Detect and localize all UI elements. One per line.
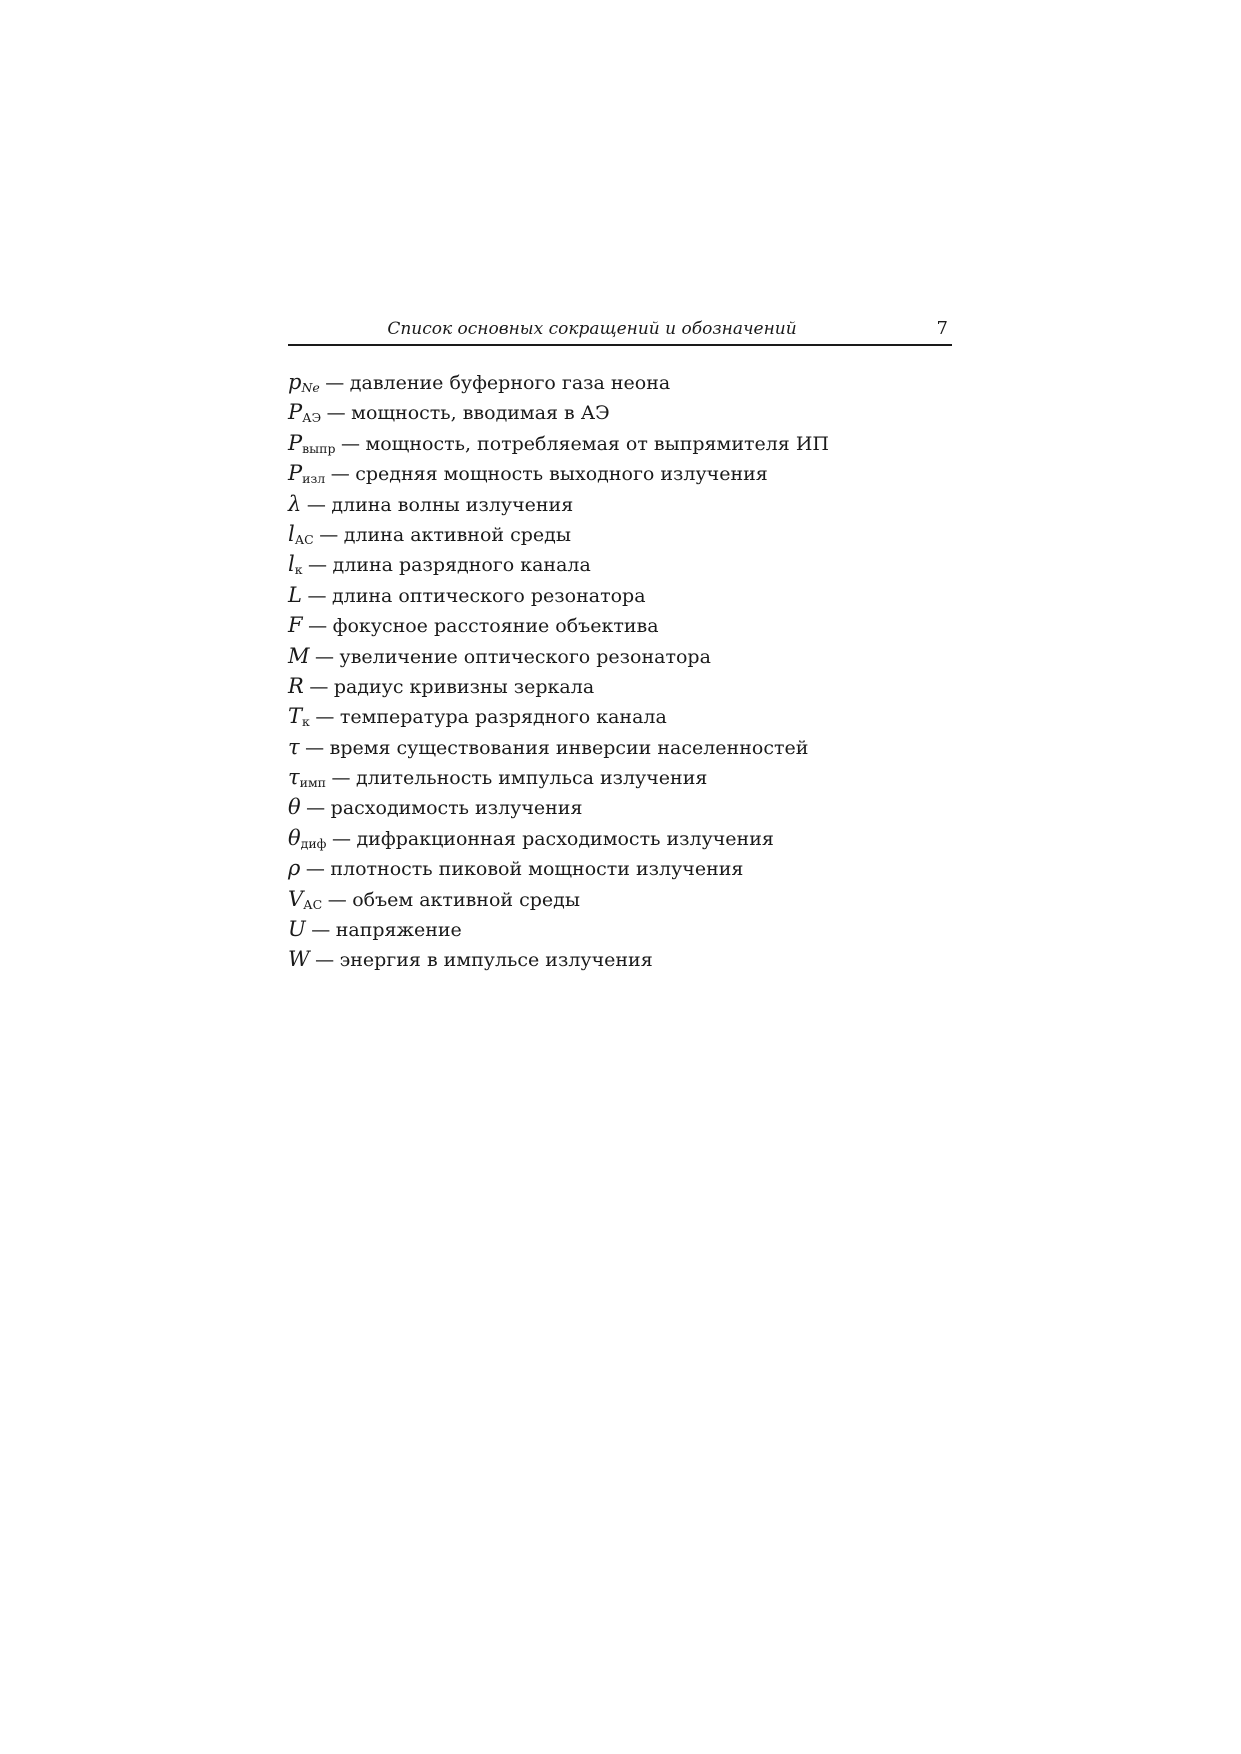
- entry-subscript: изл: [302, 471, 326, 487]
- entry-subscript: АС: [294, 531, 314, 547]
- list-item: [288, 641, 952, 671]
- em-dash: —: [307, 584, 327, 607]
- entry-symbol: W: [288, 947, 310, 972]
- list-item: [288, 580, 952, 610]
- entry-description: длина волны излучения: [331, 493, 574, 516]
- entry-description: радиус кривизны зеркала: [333, 675, 595, 698]
- list-item: [288, 549, 952, 579]
- entry-subscript: АС: [303, 896, 323, 912]
- entry-description: увеличение оптического резонатора: [339, 645, 711, 668]
- entry-description: время существования инверсии населенностей: [329, 736, 809, 759]
- entry-description: расходимость излучения: [330, 797, 583, 820]
- list-item: [288, 671, 952, 701]
- em-dash: —: [340, 432, 360, 455]
- list-item: [288, 762, 952, 792]
- list-item: [288, 823, 952, 853]
- list-item: [288, 428, 952, 458]
- list-item: [288, 397, 952, 427]
- entry-symbol: θ: [288, 825, 301, 850]
- list-item: [288, 367, 952, 397]
- entry-symbol: ρ: [288, 856, 301, 881]
- em-dash: —: [325, 372, 345, 394]
- em-dash: —: [305, 736, 325, 759]
- entry-symbol: U: [288, 917, 306, 942]
- em-dash: —: [306, 493, 326, 516]
- entry-subscript: Ne: [301, 380, 320, 395]
- entry-symbol: l: [288, 521, 295, 546]
- entry-symbol: R: [288, 673, 304, 698]
- em-dash: —: [331, 827, 351, 850]
- entry-description: длительность импульса излучения: [356, 767, 708, 790]
- list-item: [288, 944, 952, 974]
- entry-description: энергия в импульсе излучения: [339, 949, 653, 972]
- em-dash: —: [315, 706, 335, 729]
- entry-symbol: τ: [288, 765, 300, 790]
- entry-symbol: L: [288, 582, 302, 607]
- running-head: [288, 318, 952, 346]
- entry-description: мощность, вводимая в АЭ: [351, 402, 610, 425]
- entry-description: напряжение: [335, 919, 462, 942]
- running-title: Список основных сокращений и обозначений: [387, 319, 797, 339]
- entry-description: длина активной среды: [343, 523, 571, 546]
- entry-symbol: T: [288, 704, 303, 729]
- entry-symbol: P: [288, 461, 303, 486]
- em-dash: —: [309, 675, 329, 698]
- entry-description: длина оптического резонатора: [331, 584, 646, 607]
- entry-description: длина разрядного канала: [332, 554, 591, 577]
- entry-description: объем активной среды: [352, 888, 580, 911]
- entry-description: дифракционная расходимость излучения: [356, 827, 774, 850]
- list-item: [288, 519, 952, 549]
- list-item: [288, 458, 952, 488]
- list-item: [288, 732, 952, 762]
- entry-subscript: к: [294, 562, 303, 578]
- list-item: [288, 489, 952, 519]
- list-item: [288, 914, 952, 944]
- entry-subscript: АЭ: [302, 410, 322, 426]
- entry-symbol: M: [288, 643, 310, 668]
- list-item: [288, 884, 952, 914]
- entry-description: давление буферного газа неона: [349, 372, 671, 394]
- entry-subscript: к: [302, 714, 310, 730]
- em-dash: —: [308, 615, 328, 638]
- entry-description: температура разрядного канала: [339, 706, 667, 729]
- em-dash: —: [311, 919, 331, 942]
- entry-subscript: выпр: [302, 440, 336, 456]
- list-item: [288, 853, 952, 883]
- entry-description: фокусное расстояние объектива: [332, 615, 659, 638]
- page-number: 7: [936, 318, 948, 339]
- entry-symbol: p: [288, 370, 302, 394]
- entry-description: плотность пиковой мощности излучения: [330, 858, 744, 881]
- entry-symbol: P: [288, 400, 303, 425]
- em-dash: —: [327, 888, 347, 911]
- entry-subscript: диф: [300, 835, 327, 851]
- entry-symbol: P: [288, 430, 303, 455]
- entry-symbol: τ: [288, 734, 300, 759]
- entry-symbol: l: [288, 552, 295, 577]
- em-dash: —: [315, 645, 335, 668]
- em-dash: —: [306, 797, 326, 820]
- em-dash: —: [331, 767, 351, 790]
- entry-description: средняя мощность выходного излучения: [355, 463, 768, 486]
- em-dash: —: [308, 554, 328, 577]
- em-dash: —: [319, 523, 339, 546]
- entry-symbol: λ: [288, 491, 302, 516]
- em-dash: —: [305, 858, 325, 881]
- em-dash: —: [326, 402, 346, 425]
- entry-symbol: F: [288, 613, 303, 638]
- entry-symbol: θ: [288, 795, 301, 820]
- em-dash: —: [315, 949, 335, 972]
- list-item: [288, 792, 952, 822]
- entry-description: мощность, потребляемая от выпрямителя ИП: [365, 432, 829, 455]
- list-item: [288, 610, 952, 640]
- list-item: [288, 701, 952, 731]
- abbreviations-list: [288, 367, 952, 975]
- em-dash: —: [330, 463, 350, 486]
- entry-symbol: V: [288, 886, 304, 911]
- entry-subscript: имп: [299, 775, 327, 791]
